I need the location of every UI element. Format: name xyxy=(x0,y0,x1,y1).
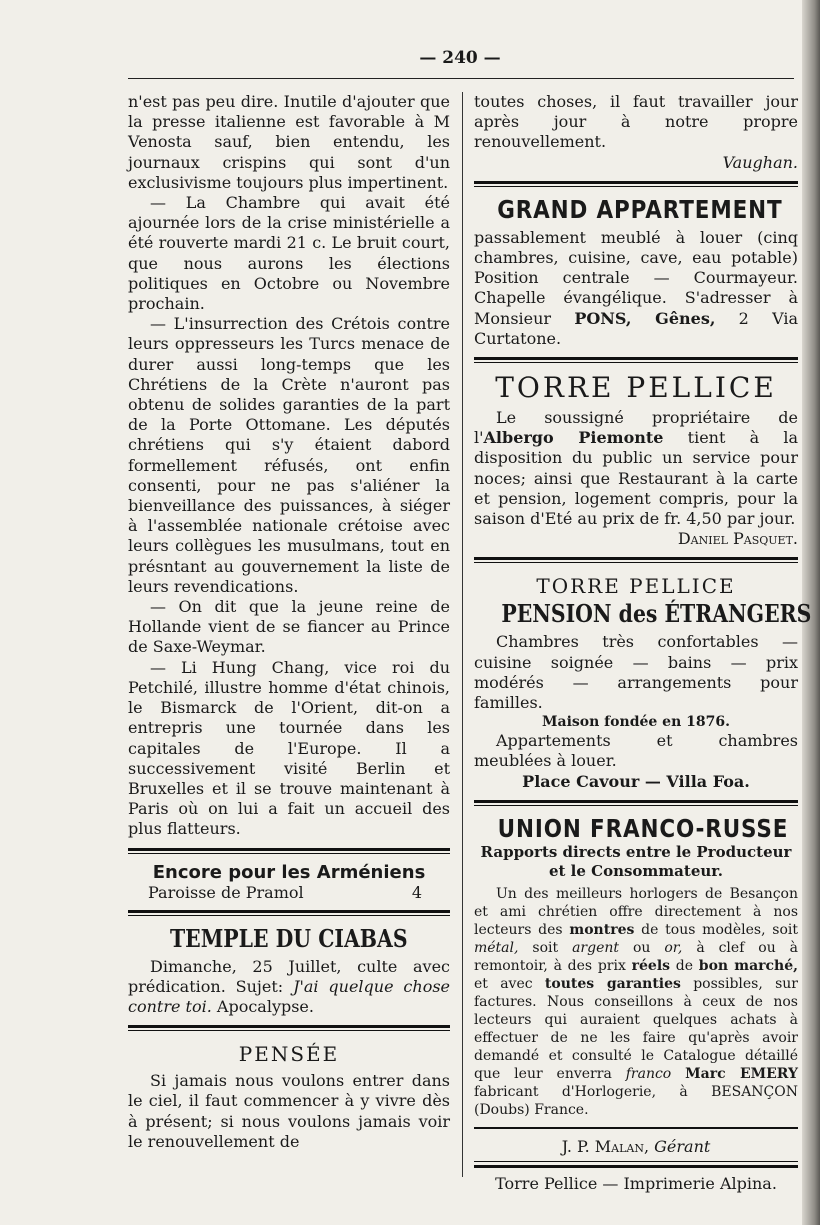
torre-text-2: tient à la disposition du public un service pour noces; ainsi que Restaurant à la carte et pension, logement compris, pour la saison d'Eté au prix de fr. 4,50 par jour. xyxy=(474,428,798,529)
donation-row xyxy=(128,883,450,902)
page-number: — 240 — xyxy=(419,48,501,68)
union-text xyxy=(474,885,798,1119)
torre-signature: Daniel Pasquet. xyxy=(677,529,798,549)
temple-text-1: Dimanche, 25 Juillet, culte avec prédication. Sujet: xyxy=(128,956,450,996)
gerant-line xyxy=(474,1137,798,1157)
union-text-part: soit xyxy=(532,939,559,956)
gerant-name: J. P. Malan, xyxy=(561,1136,650,1156)
grand-title: GRAND APPARTEMENT xyxy=(497,194,783,224)
news-paragraph-3: — L'insurrection des Crétois contre leurs oppresseurs les Turcs menace de durer aussi long-temps que les Chrétiens de la Crète n'auront pas obtenu de solides garanties de la part de la Porte Ottomane. Les députés chrétiens qui s'y étaient dabord formellement réfusés, ont enfin consenti, pour ne pas s'aliéner la bienveillance des puissances, à siéger à l'assemblée nationale crétoise avec leurs collègues les musulmans, tout en présntant au gouvernement la liste de leurs revendications. xyxy=(128,314,450,596)
pensee-title: PENSÉE xyxy=(238,1042,340,1067)
union-text-part: à clef ou à remontoir, à des prix xyxy=(474,939,799,974)
pension-text: Chambres très confortables — cuisine soignée — bains — prix modérés — arrangements pour familles. xyxy=(474,632,798,713)
continued-signature: Vaughan. xyxy=(722,152,798,172)
pension-small-title: TORRE PELLICE xyxy=(536,574,736,599)
union-text-part: Un des meilleurs horlogers de Besançon et ami chrétien offre directement à nos lecteurs des xyxy=(474,885,798,938)
section-rule xyxy=(474,1161,798,1168)
news-paragraph-4: — On dit que la jeune reine de Hollande vient de se fiancer au Prince de Saxe-Weymar. xyxy=(128,597,450,657)
union-text-italic: or, xyxy=(664,939,683,956)
gerant-role: Gérant xyxy=(654,1136,711,1156)
section-rule xyxy=(474,557,798,563)
union-text-part: et avec xyxy=(474,975,533,992)
news-paragraph-2: — La Chambre qui avait été ajournée lors de la crise ministérielle a été rouverte mardi 21 c. Le bruit court, que nous aurons les élections politiques en Octobre ou Novembre prochain. xyxy=(128,193,450,314)
top-rule xyxy=(128,78,794,79)
section-rule xyxy=(128,910,450,916)
union-title: UNION FRANCO-RUSSE xyxy=(497,813,789,843)
union-subtitle: Rapports directs entre le Producteur et le Consommateur. xyxy=(480,842,792,880)
temple-heading xyxy=(128,924,450,953)
grand-text-1: passablement meublé à louer (cinq chambres, cuisine, cave, eau potable) Position centrale — Courmayeur. Chapelle évangélique. S'adresser à Monsieur xyxy=(474,227,798,328)
pension-subheading xyxy=(474,571,798,599)
union-text-part: possibles, sur factures. Nous conseillons à ceux de nos lecteurs qui auraient quelques achats à effectuer de ne les faire qu'après avoir demandé et consulté le Catalogue détaillé que leur enverra xyxy=(474,975,798,1082)
union-text-italic: argent xyxy=(572,939,619,956)
donation-amount: 4 xyxy=(411,882,422,902)
section-rule xyxy=(128,1025,450,1031)
temple-sermon-title: J'ai quelque chose contre toi. xyxy=(128,976,450,1016)
union-text-bold: montres xyxy=(569,921,635,938)
union-text-bold: toutes garanties xyxy=(544,975,681,992)
section-rule xyxy=(474,181,798,187)
imprimerie-line: Torre Pellice — Imprimerie Alpina. xyxy=(495,1174,777,1194)
torre-text-1: Le soussigné propriétaire de l' xyxy=(474,408,798,448)
grand-text-2: 2 Via Curtatone. xyxy=(474,308,798,348)
section-rule xyxy=(474,357,798,363)
pension-text-2: Appartements et chambres meublées à louer. xyxy=(474,731,798,771)
pension-address: Place Cavour — Villa Foa. xyxy=(522,771,750,791)
temple-notice xyxy=(128,957,450,1018)
temple-title: TEMPLE DU CIABAS xyxy=(170,923,408,953)
torre-title: TORRE PELLICE xyxy=(495,371,777,405)
union-text-part: de xyxy=(675,957,694,974)
news-paragraph-1: n'est pas peu dire. Inutile d'ajouter que la presse italienne est favorable à M Venosta sauf, bien entendu, les journaux crispins qui sont d'un exclusivisme toujours plus impertinent. xyxy=(128,92,450,192)
union-text-bold: réels xyxy=(631,957,671,974)
union-text-part: ou xyxy=(632,939,651,956)
union-heading xyxy=(474,814,798,843)
pensee-text: Si jamais nous voulons entrer dans le ciel, il faut commencer à y vivre dès à présent; si nous voulons jamais voir le renouvellement de xyxy=(128,1071,450,1151)
section-rule xyxy=(128,848,450,854)
news-paragraph-5: — Li Hung Chang, vice roi du Petchilé, illustre homme d'état chinois, le Bismarck de l'Orient, dit-on a entrepris une tournée dans les capitales de l'Europe. Il a successivement visité Berlin et Bruxelles et il se trouve maintenant à Paris où on lui a fait un accueil des plus flatteurs. xyxy=(128,657,450,839)
pensee-heading xyxy=(128,1039,450,1067)
column-separator xyxy=(462,92,463,1177)
grand-text xyxy=(474,228,798,349)
union-text-italic: métal, xyxy=(474,939,519,956)
section-rule xyxy=(474,1127,798,1129)
pension-founded: Maison fondée en 1876. xyxy=(542,714,730,731)
union-text-part: fabricant d'Horlogerie, à BESANÇON (Doubs) France. xyxy=(474,1083,798,1118)
torre-hotel: Albergo Piemonte xyxy=(483,428,664,448)
right-column xyxy=(474,92,812,1194)
union-text-bold: Marc EMERY xyxy=(685,1065,798,1082)
pension-heading xyxy=(474,599,812,629)
temple-text-2: Apocalypse. xyxy=(216,996,314,1016)
pension-title: PENSION des ÉTRANGERS xyxy=(501,599,812,629)
union-text-part: de tous modèles, soit xyxy=(641,921,799,938)
donation-parish: Paroisse de Pramol xyxy=(148,882,304,902)
torre-heading xyxy=(474,371,798,404)
left-column xyxy=(128,92,450,1152)
section-rule xyxy=(474,800,798,806)
grand-heading xyxy=(474,195,798,224)
grand-contact: PONS, Gênes, xyxy=(574,308,716,328)
torre-text xyxy=(474,408,798,529)
union-text-bold: bon marché, xyxy=(698,957,799,974)
armeniens-heading: Encore pour les Arméniens xyxy=(152,861,426,883)
continued-text: toutes choses, il faut travailler jour après jour à notre propre renouvellement. xyxy=(474,92,798,152)
union-text-italic: franco xyxy=(625,1065,672,1082)
